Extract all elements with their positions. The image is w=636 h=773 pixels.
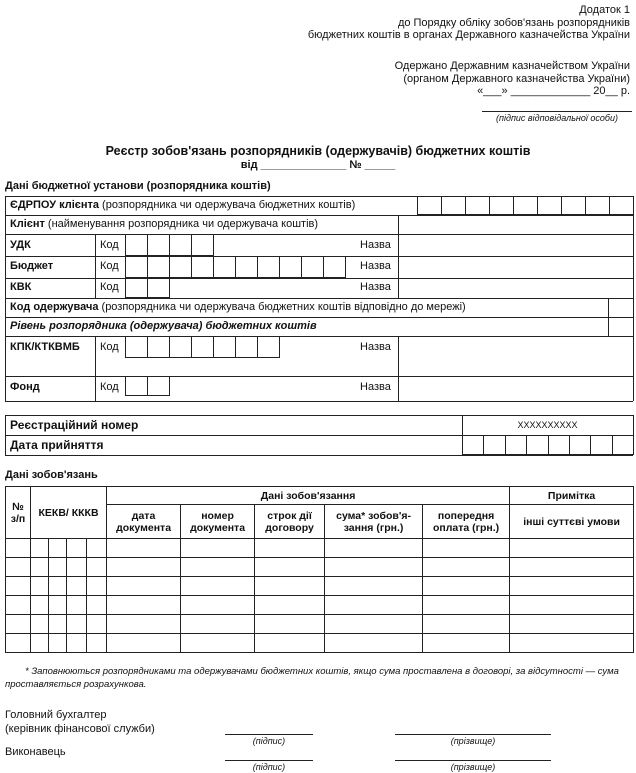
fund-name-label: Назва [360,381,391,393]
table-cell[interactable] [6,596,31,615]
reg-date-box[interactable] [462,435,484,455]
table-row [6,558,634,577]
table-cell[interactable] [107,539,181,558]
table-cell[interactable] [423,634,510,653]
col-prepay-header: попередня оплата (грн.) [423,505,510,539]
table-cell[interactable] [87,615,107,634]
table-cell[interactable] [107,596,181,615]
table-cell[interactable] [31,634,49,653]
table-cell[interactable] [325,558,423,577]
table-cell[interactable] [325,634,423,653]
table-cell[interactable] [510,615,634,634]
chief-accountant [5,708,155,736]
table-cell[interactable] [255,634,325,653]
footnote: * Заповнюються розпорядниками та одержувачами бюджетних коштів, якщо сума проставлена в договорі, за відсутності — сума проставляється розрахункова. [5,666,619,690]
table-cell[interactable] [6,577,31,596]
budget-code-box[interactable] [213,256,236,278]
reg-date-box[interactable] [612,435,634,455]
kpk-code-box[interactable] [257,336,280,358]
table-cell[interactable] [87,596,107,615]
table-cell[interactable] [87,577,107,596]
table-cell[interactable] [49,577,67,596]
reg-date-box[interactable] [483,435,505,455]
table-row [6,615,634,634]
table-row [6,596,634,615]
table-cell[interactable] [31,558,49,577]
table-cell[interactable] [181,634,255,653]
table-cell[interactable] [49,615,67,634]
table-cell[interactable] [67,577,87,596]
budget-code-box[interactable] [125,256,148,278]
reg-date-box[interactable] [548,435,570,455]
table-cell[interactable] [87,539,107,558]
kpk-code-box[interactable] [147,336,170,358]
table-cell[interactable] [181,558,255,577]
budget-code-box[interactable] [301,256,324,278]
edrpou-digit-box[interactable] [537,196,562,215]
table-cell[interactable] [255,615,325,634]
fund-label: Фонд [10,381,40,393]
table-cell[interactable] [423,596,510,615]
col-no-header: № з/п [6,487,31,539]
chief-subtitle: (керівник фінансової служби) [5,723,155,735]
recipient-label: Код одержувача (розпорядника чи одержувача бюджетних коштів відповідно до мережі) [10,301,466,313]
kpk-code-box[interactable] [169,336,192,358]
budget-code-label: Код [100,260,119,272]
table-cell[interactable] [49,539,67,558]
group-header: Дані зобов'язання [107,487,510,505]
table-cell[interactable] [423,615,510,634]
table-cell[interactable] [255,558,325,577]
table-cell[interactable] [181,596,255,615]
table-cell[interactable] [510,558,634,577]
client-label: Клієнт (найменування розпорядника чи одержувача коштів) [10,218,319,230]
reg-number-value: XXXXXXXXXX [517,420,578,430]
table-cell[interactable] [107,558,181,577]
col-kekv-header: КЕКВ/ КККВ [31,487,107,539]
table-cell[interactable] [325,539,423,558]
fund-code-label: Код [100,381,119,393]
edrpou-digit-box[interactable] [417,196,442,215]
page-subtitle: від ______________ № _____ [240,159,396,171]
sign-caption: (підпис відповідальної особи) [496,113,618,123]
table-cell[interactable] [107,615,181,634]
table-row [6,539,634,558]
kpk-label: КПК/КТКВМБ [10,341,80,353]
kpk-code-box[interactable] [213,336,236,358]
table-cell[interactable] [31,577,49,596]
budget-code-box[interactable] [169,256,192,278]
table-cell[interactable] [6,539,31,558]
received-line2: (органом Державного казначейства України) [403,72,630,85]
table-cell[interactable] [87,558,107,577]
annex-order-cont: бюджетних коштів в органах Державного казначейства України [307,29,630,41]
udk-code-box[interactable] [169,234,192,256]
edrpou-digit-box[interactable] [489,196,514,215]
reg-date-box[interactable] [590,435,612,455]
table-cell[interactable] [67,634,87,653]
chief-sign-caption: (підпис) [252,736,286,746]
kvk-label: КВК [10,281,32,293]
budget-code-box[interactable] [147,256,170,278]
table-cell[interactable] [255,577,325,596]
kvk-name-label: Назва [360,281,391,293]
obligations-table [5,486,634,653]
budget-code-box[interactable] [279,256,302,278]
kpk-code-box[interactable] [235,336,258,358]
table-row [6,577,634,596]
table-cell[interactable] [31,615,49,634]
edrpou-digit-box[interactable] [561,196,586,215]
table-cell[interactable] [181,577,255,596]
edrpou-digit-box[interactable] [513,196,538,215]
page-title: Реєстр зобов'язань розпорядників (одержувачів) бюджетних коштів [105,144,531,158]
table-cell[interactable] [67,558,87,577]
reg-date-box[interactable] [505,435,527,455]
chief-title: Головний бухгалтер [5,709,107,721]
col-number-header: номер документа [181,505,255,539]
table-row [6,634,634,653]
executor-surname-caption: (прізвище) [450,762,496,772]
budget-code-box[interactable] [191,256,214,278]
reg-date-box[interactable] [569,435,591,455]
col-note-header: Примітка [510,487,634,505]
received-date: «___» _____________ 20__ р. [477,85,630,97]
table-cell[interactable] [255,596,325,615]
header-annex [230,4,630,42]
chief-surname-caption: (прізвище) [450,736,496,746]
udk-code-label: Код [100,239,119,251]
table-cell[interactable] [423,577,510,596]
col-date-header: дата документа [107,505,181,539]
table-cell[interactable] [6,615,31,634]
table-cell[interactable] [325,615,423,634]
kpk-code-label: Код [100,341,119,353]
col-sum-header: сума* зобов'я- зання (грн.) [325,505,423,539]
level-label: Рівень розпорядника (одержувача) бюджетних коштів [10,320,317,332]
fund-code-box[interactable] [147,376,170,396]
fund-code-box[interactable] [125,376,148,396]
udk-label: УДК [10,239,31,251]
edrpou-digit-box[interactable] [465,196,490,215]
table-cell[interactable] [49,634,67,653]
udk-code-box[interactable] [191,234,214,256]
table-cell[interactable] [6,558,31,577]
table-cell[interactable] [31,596,49,615]
table-cell[interactable] [49,596,67,615]
udk-code-box[interactable] [147,234,170,256]
budget-code-box[interactable] [323,256,346,278]
edrpou-label: ЄДРПОУ клієнта (розпорядника чи одержувача бюджетних коштів) [10,199,356,211]
table-cell[interactable] [87,634,107,653]
table-cell[interactable] [325,596,423,615]
udk-code-box[interactable] [125,234,148,256]
table-cell[interactable] [510,539,634,558]
edrpou-digit-box[interactable] [609,196,634,215]
obligations-heading: Дані зобов'язань [5,469,98,481]
table-cell[interactable] [67,539,87,558]
table-cell[interactable] [67,596,87,615]
table-cell[interactable] [107,634,181,653]
table-cell[interactable] [107,577,181,596]
executor-label: Виконавець [5,746,66,758]
table-cell[interactable] [49,558,67,577]
budget-code-box[interactable] [235,256,258,278]
table-cell[interactable] [67,615,87,634]
table-cell[interactable] [255,539,325,558]
executor-sign-caption: (підпис) [252,762,286,772]
kvk-code-box[interactable] [147,278,170,298]
kpk-name-label: Назва [360,341,391,353]
budget-name-label: Назва [360,260,391,272]
received-line1: Одержано Державним казначейством України [394,60,630,72]
reg-number-label: Реєстраційний номер [10,418,139,432]
kvk-code-label: Код [100,281,119,293]
table-cell[interactable] [181,615,255,634]
kvk-code-box[interactable] [125,278,148,298]
table-cell[interactable] [423,558,510,577]
edrpou-digit-box[interactable] [585,196,610,215]
udk-name-label: Назва [360,239,391,251]
institution-heading: Дані бюджетної установи (розпорядника коштів) [5,180,271,192]
table-cell[interactable] [423,539,510,558]
annex-number: Додаток 1 [579,4,630,16]
table-cell[interactable] [510,577,634,596]
reg-date-label: Дата прийняття [10,438,104,452]
table-cell[interactable] [31,539,49,558]
header-received [230,60,630,98]
budget-label: Бюджет [10,260,54,272]
edrpou-digit-box[interactable] [441,196,466,215]
table-cell[interactable] [325,577,423,596]
col-term-header: строк дії договору [255,505,325,539]
kpk-code-box[interactable] [191,336,214,358]
kpk-code-box[interactable] [125,336,148,358]
budget-code-box[interactable] [257,256,280,278]
table-cell[interactable] [510,634,634,653]
table-cell[interactable] [510,596,634,615]
col-other-header: інші суттєві умови [510,505,634,539]
annex-order: до Порядку обліку зобов'язань розпорядників [397,16,630,29]
reg-date-box[interactable] [526,435,548,455]
table-cell[interactable] [181,539,255,558]
table-cell[interactable] [6,634,31,653]
